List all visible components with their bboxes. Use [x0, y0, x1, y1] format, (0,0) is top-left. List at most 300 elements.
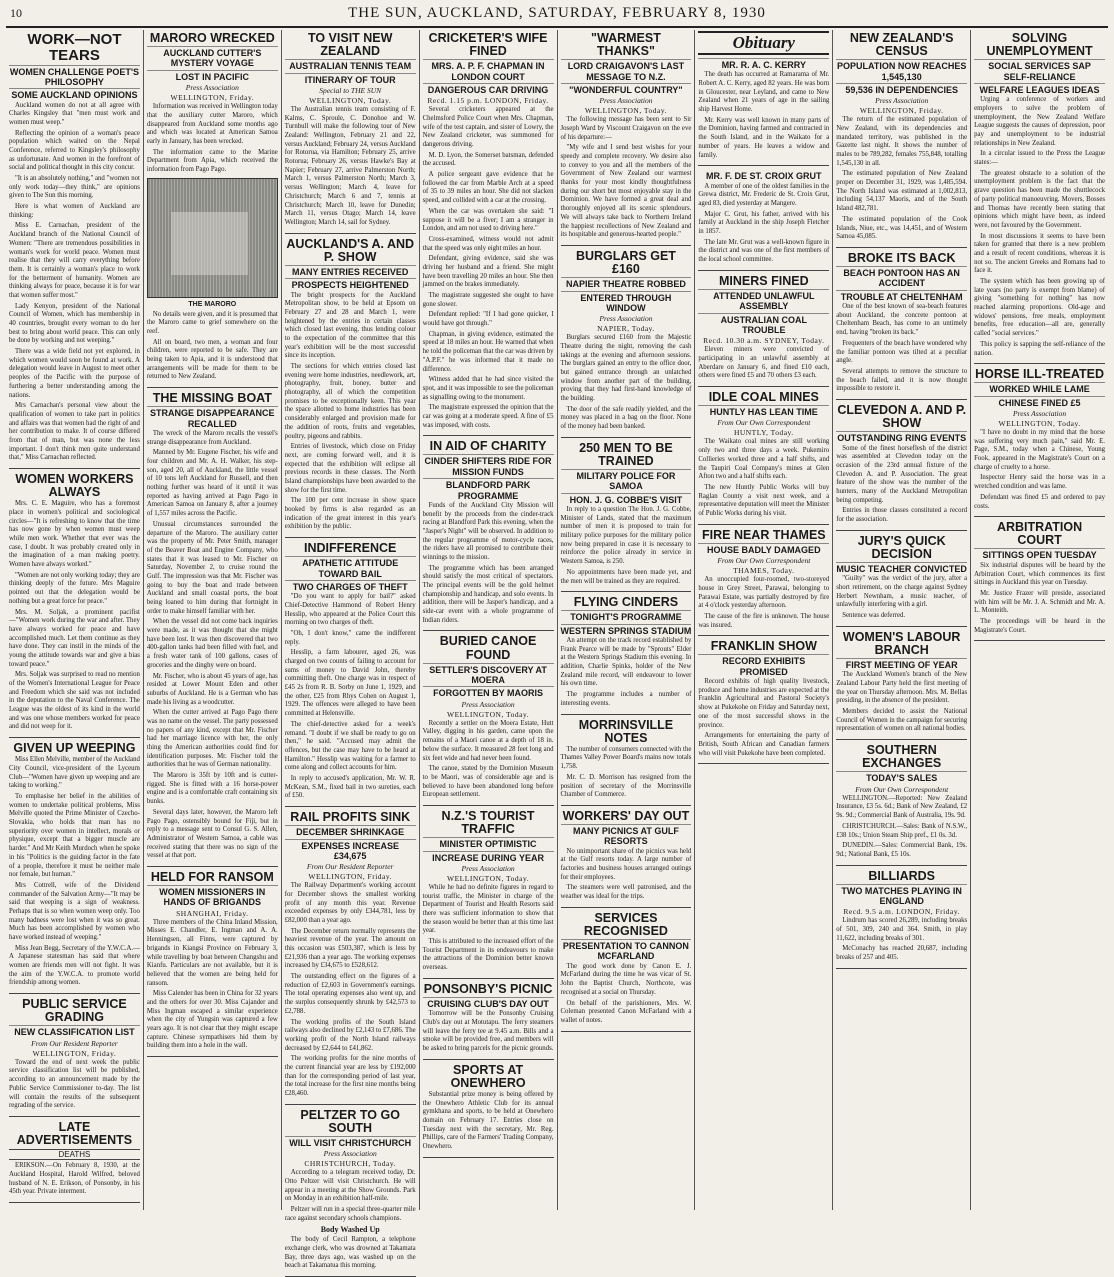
subheadline: WOMEN CHALLENGE POET'S PHILOSOPHY	[9, 66, 140, 87]
dateline: WELLINGTON, Friday.	[308, 872, 393, 882]
paragraph: Frequenters of the beach have wondered why the familiar pontoon was tilted at a peculiar angle.	[836, 339, 968, 365]
headline: BURGLARS GET £160	[575, 248, 676, 277]
headline: BILLIARDS	[868, 868, 936, 883]
paragraph: When the cutter arrived at Pago Pago there was no name on the vessel. The party possessed no papers of any kind, except that Mr. Fischer had her marriage licence with her, the only thing the American authorities could find for identification purposes. Mr. Fischer told the authorities that he was of German nationality.	[146, 709, 278, 769]
paragraph: Miss Ellen Melville, member of the Auckland City Council, vice-president of the Lyceum Club—"Women have given up weeping and are taking to working."	[9, 756, 140, 790]
paragraph: Entries in those classes constituted a record for the association.	[836, 507, 968, 524]
news-photo	[147, 178, 278, 298]
subheadline: MANY ENTRIES RECEIVED	[285, 265, 416, 277]
paragraph: McConachy has reached 20,687, including breaks of 257 and 405.	[836, 945, 968, 962]
paragraph: WELLINGTON.—Reported: New Zealand Insurance, £3 5s. 6d.; Bank of New Zealand, £2 9s. 9d.; Commercial Bank of Australia, 19s. 9d.	[836, 794, 968, 820]
headline: MINERS FINED	[719, 273, 809, 288]
paragraph: One of the best known of sea-beach features about Auckland, the concrete pontoon at Cheltenham Beach, has come to an untimely end, having "broken its back."	[836, 303, 968, 337]
article	[974, 32, 1105, 364]
paragraph: Reflecting the opinion of a woman's peace population which waited on the Nepal Conference, referred to Kingsley's philosophy as unfortunate. And women in the forefront of social and political thought in this city concur.	[9, 129, 140, 172]
subheadline: TROUBLE AT CHELTENHAM	[836, 290, 967, 302]
article	[147, 392, 278, 867]
paragraph: Witness added that he had since visited the spot, and it was impossible to see the policeman as signalling owing to the monument.	[422, 376, 554, 401]
headline: WOMEN'S LABOUR BRANCH	[842, 629, 961, 657]
paragraph: "I have no doubt in my mind that the horse was suffering very much pain," said Mr. E. Page, S.M., today when a Chinese, Young Fook, appeared in the Magistrate's Court on a charge of cruelty to a horse.	[974, 429, 1105, 471]
paragraph: Lady Kenyon, president of the National Council of Women, which has membership in 40 countries, brought every woman to do her best to bring about world peace. This can only be done by working and not weeping."	[9, 302, 140, 345]
article	[974, 521, 1105, 641]
headline: AUCKLAND'S A. AND P. SHOW	[286, 236, 415, 264]
subheadline: WORKED WHILE LAME	[974, 382, 1105, 394]
subheadline: FORGOTTEN BY MAORIS	[423, 686, 554, 698]
column-7	[833, 30, 971, 1210]
paragraph: The good work done by Canon E. J. McFarland during the time he was vicar of St. John the Baptist Church, Northcote, was recognised at a social on Thursday.	[560, 962, 692, 996]
headline: FLYING CINDERS	[573, 595, 679, 610]
paragraph: Several attempts to remove the structure to the beach failed, and it is now thought impossible to restore it.	[836, 367, 968, 393]
headline: N.Z.'S TOURIST TRAFFIC	[441, 808, 535, 837]
headline: INDIFFERENCE	[304, 541, 397, 556]
subheadline: WESTERN SPRINGS STADIUM	[560, 625, 692, 636]
paragraph: The steamers were well patronised, and the weather was ideal for the trips.	[560, 884, 692, 901]
headline: SOUTHERN EXCHANGES	[862, 743, 942, 771]
paragraph: "My wife and I send best wishes for your speedy and complete recovery. We desire also to convey to you and all the members of the Government of New Zealand our warmest thanks for your most kindly thoughtfulness during our short but most enjoyable stay in the Dominion. We have formed a great deal and thoroughly enjoyed all its scenic splendours. We will always take back to Northern Ireland the happiest recollections of New Zealand and its hospitable and generous-hearted people."	[560, 144, 692, 239]
paragraph: Funds of the Auckland City Mission will benefit by the proceeds from the cinder-track racing at Blandford Park this evening, when the "Jasper's Night" will be observed. In addition to the regular programme of motor-cycle races, the riders have all promised to contribute their winnings to the mission.	[422, 501, 554, 561]
subheadline: MANY PICNICS AT GULF RESORTS	[561, 824, 692, 847]
paragraph: Major C. Grut, his father, arrived with his family at Auckland in the ship Joseph Fletcher in 1857.	[698, 210, 830, 235]
subheadline: AUSTRALIAN TENNIS TEAM	[285, 59, 416, 71]
article	[698, 275, 829, 387]
section-label: DEATHS	[9, 1149, 140, 1160]
paragraph: An unoccupied four-roomed, two-storeyed house in Grey Street, Parawai, belonging to Parawai Estate, was partially destroyed by fire at 4 o'clock yesterday afternoon.	[698, 576, 830, 610]
paragraph: "Do you want to apply for bail?" asked Chief-Detective Hammond of Robert Henry Hesslip, who appeared at the Police Court this morning on two charges of theft.	[284, 593, 416, 627]
article	[561, 32, 692, 246]
paragraph: The estimated population of the Cook Islands, Niue, etc., was 14,451, and of Western Samoa 45,085.	[836, 215, 968, 241]
paragraph: The system which has been growing up of late years (no party is exempt from blame) of giving "something for nothing" has now reached alarming proportions. Old-age and widows' pensions, free meals, employment benefits, free education—all are, generally called "social services."	[974, 278, 1105, 338]
paragraph: The Waikato coal mines are still working only two and three days a week. Pukemiro Collieries worked three and a half shifts, and the Taupiri Coal Company's mines at Glen Afton two and a half shifts each.	[698, 438, 830, 481]
byline: Press Association	[185, 83, 239, 93]
subheadline: SOCIAL SERVICES SAP SELF-RELIANCE	[974, 59, 1105, 82]
subheadline: PROSPECTS HEIGHTENED	[285, 278, 416, 290]
subheadline: SETTLER'S DISCOVERY AT MOERA	[423, 663, 554, 686]
paragraph: ERIKSON.—On February 8, 1930, at the Auckland Hospital, Harold Wilfred, beloved husband of N. E. Erikson, of Ponsonby, in his 45th year. Private interment.	[9, 1162, 140, 1196]
paragraph: The death has occurred at Ramarama of Mr. Robert A. C. Kerry, aged 82 years. He was born in Gloucester, near Leyland, and came to New Zealand when 21 years of age in the sailing ship Harvest Home.	[698, 71, 830, 114]
headline: WOMEN WORKERS ALWAYS	[15, 472, 134, 500]
article	[698, 31, 829, 166]
subheadline: STRANGE DISAPPEARANCE RECALLED	[147, 406, 278, 429]
article	[698, 391, 829, 525]
dateline: Recd. 1.15 p.m. LONDON, Friday.	[427, 96, 549, 106]
subheadline: DECEMBER SHRINKAGE	[285, 825, 416, 837]
paragraph: No appointments have been made yet, and the men will be trained as they are required.	[560, 568, 692, 585]
paragraph: The outstanding effect on the figures of a reduction of £2,603 in Government's earnings. The total operating expenses also went up, and the surplus consequently shrunk by £42,573 to £2,788.	[284, 973, 416, 1015]
paragraph: Urging a conference of workers and employers to solve the problem of unemployment, the New Zealand Welfare League suggests the causes of depression, poor pay and unemployment to be industrial relationships in New Zealand.	[974, 96, 1105, 147]
article	[561, 719, 692, 806]
paragraph: Mrs Carnachan's personal view about the qualification of women to take part in politics and affairs was that women had the right of and her contribution to make. It of course differed from that of man, but was none the less important. I don't think men quite understand that," Miss Carnachan reflected.	[9, 402, 140, 462]
subheadline: CHINESE FINED £5	[974, 396, 1105, 408]
article	[9, 1121, 140, 1203]
article	[147, 871, 278, 1057]
paragraph: Inspector Henry said the horse was in a wretched condition and was lame.	[974, 474, 1105, 491]
sub-heading: Body Washed Up	[320, 1225, 380, 1235]
paragraph: Mrs. Soljak was surprised to read no mention of the Women's International League for Peace and Freedom which she said was not included in the deputation to the Naval Conference. The League was the oldest of its kind in the world and was one whose members worked for peace and did not weep for it.	[9, 671, 140, 731]
paragraph: The new Huntly Public Works will buy Raglan County a visit next week, and a representative deputation will meet the Minister of Public Works during his visit.	[698, 483, 830, 517]
dateline: WELLINGTON, Friday.	[170, 93, 255, 103]
paragraph: Three members of the China Inland Mission, Misses E. Chandler, E. Ingman and A. A. Henningsen, all Finns, were captured by brigands in Kiangsi Province on February 3, while travelling by boat between Changshu and Kianfu. Particulars are not available, but it is believed that the women are being held for ransom.	[146, 918, 278, 987]
paragraph: Tomorrow will be the Ponsonby Cruising Club's day out at Motutapu. The ferry steamers will leave the ferry tee at 9.45 a.m. Bills and a smoke will be provided free, and members will be asked to bring parcels for the picnic grounds.	[422, 1010, 554, 1052]
subheadline: BLANDFORD PARK PROGRAMME	[423, 478, 554, 501]
dateline: WELLINGTON, Today.	[447, 709, 530, 719]
headline: JURY'S QUICK DECISION	[857, 533, 946, 561]
subheadline: POPULATION NOW REACHES 1,545,130	[837, 61, 967, 82]
paragraph: Mr. Kerry was well known in many parts of the Dominion, having farmed and contracted in the South Island, and in the Waikato for a number of years. He leaves a widow and family.	[698, 116, 830, 159]
paragraph: Unusual circumstances surrounded the departure of the Maroro. The auxiliary cutter was the property of Mr. Peter Smith, manager of the Beaver Boat and Engine Company, who states that it was leased to Mr. Fischer on Saturday, November 2, to cruise round the Gulf. The impression was that Mr. Fischer was going to buy the boat and trade between Auckland and small coastal ports, the boat being loaned to him during that fortnight in order to make himself familiar with her.	[146, 520, 278, 615]
paragraph: On behalf of the parishioners, Mrs. W. Coleman presented Canon McFarland with a wallet of notes.	[560, 999, 692, 1024]
column-6	[695, 30, 833, 1210]
paragraph: Eleven miners were convicted of participating in an unlawful assembly at Aberdare on January 6, and fined £10 each, others were fined £5 and 70 others £3 each.	[698, 346, 830, 380]
subheadline: MINISTER OPTIMISTIC	[423, 837, 554, 849]
subheadline: MRS. A. P. F. CHAPMAN IN LONDON COURT	[423, 59, 554, 82]
paragraph: Several cricketers appeared at the Chelmsford Police Court when Mrs. Chapman, wife of the test captain, and sister of Lowry, the New Zealand cricketer, was summoned for dangerous driving.	[422, 106, 554, 149]
paragraph: The late Mr. Grut was a well-known figure in the district and was one of the first members of the local school committee.	[698, 238, 830, 264]
paragraph: In reply to accused's application, Mr. W. R. McKean, S.M., fixed bail in two sureties, each of £50.	[284, 774, 416, 800]
article	[561, 912, 692, 1032]
paragraph: Burglars secured £160 from the Majestic Theatre during the night, removing the cash takings at the evening and afternoon sessions. The burglars gained an entry to the office door, but gained entrance through an unlatched window from another part of the building, proving that they had first-hand knowledge of the building.	[560, 334, 692, 402]
dateline: WELLINGTON, Friday.	[32, 1048, 117, 1058]
headline: IDLE COAL MINES	[708, 390, 819, 404]
obituary-heading: Obituary	[698, 31, 829, 55]
headline: PUBLIC SERVICE GRADING	[22, 997, 127, 1025]
paragraph: Mrs. M. Soljak, a prominent pacifist—"Women work during the war and after. They have always worked for peace and have accomplished much. Let them continue as they have done. They can instil in the minds of the young the attitude towards war and give a bias toward peace."	[9, 608, 140, 668]
article	[836, 631, 967, 740]
paragraph: The Australian tennis team consisting of F. Kalms, C. Sproule, C. Donohoe and W. Turnbull will make the following tour of New Zealand: Wellington, February 21 and 22, versus Auckland; February 24, versus Auckland for Rotorua, via Hamilton; February 25, arrive Rotorua; February 26, versus Hawke's Bay at Napier; February 27, arrive Palmerston North; March 1, versus Palmerston North; March 3, versus Wellington; March 4, leave for Christchurch; March 6 and 7, tennis at Christchurch; March 10, leave for Dunedin; March 11, versus Otago; March 14, leave Wellington; March 14, sail for Sydney.	[284, 105, 416, 226]
headline: ARBITRATION COURT	[996, 520, 1083, 548]
photo-caption: THE MARORO	[188, 300, 237, 308]
subheadline: PRESENTATION TO CANNON MCFARLAND	[561, 939, 692, 962]
headline: FRANKLIN SHOW	[710, 639, 817, 654]
subheadline: OUTSTANDING RING EVENTS	[837, 433, 967, 444]
paragraph: Record exhibits of high quality livestock, produce and home industries are expected at the Franklin Agricultural and Pastoral Society's show at Pukekohe on Friday and Saturday next, one of the most successful shows in the province.	[698, 678, 830, 729]
subheadline: WELFARE LEAGUES IDEAS	[974, 83, 1105, 95]
paragraph: The proceedings will be heard in the Magistrate's Court.	[974, 617, 1105, 634]
columns-container	[6, 30, 1108, 1270]
dateline: CHRISTCHURCH, Today.	[304, 1159, 396, 1169]
paragraph: Mrs. C. E. Maguire, who has a foremost place in women's political and sociological circles—"It is refreshing to know that the time has now gone by when women must weep while men work. Whether that ever was the case, I doubt. It was probably created only in the imagination of a man making poetry. Women have always worked."	[9, 500, 140, 569]
headline: SOLVING UNEMPLOYMENT	[986, 31, 1093, 59]
article	[285, 811, 416, 1105]
subheadline: NAPIER THEATRE ROBBED	[561, 277, 692, 289]
subheadline: HON. J. G. COBBE'S VISIT	[561, 493, 692, 505]
paragraph: While he had no definite figures in regard to tourist traffic, the Minister in charge of the Department of Tourist and Health Resorts said there was sufficient information to show that the season would be better than at this time last year.	[422, 883, 554, 935]
byline: Press Association	[461, 699, 515, 709]
headline: WORKERS' DAY OUT	[562, 808, 690, 823]
headline: HORSE ILL-TREATED	[975, 367, 1105, 382]
subheadline: SITTINGS OPEN TUESDAY	[974, 548, 1105, 560]
article	[836, 744, 967, 865]
paragraph: The programme which has been arranged should satisfy the most critical of spectators. The principal events will be the gold helmet championship and handicap, and solo events. In addition, there will be Jasper's handicap, and a side-car event with a whole programme of Indian riders.	[422, 564, 554, 624]
article	[285, 1109, 416, 1277]
byline: Press Association	[323, 1149, 377, 1159]
subheadline: DANGEROUS CAR DRIVING	[423, 83, 554, 95]
byline: From Our Resident Reporter	[306, 862, 394, 872]
paragraph: Mr. Justice Frazer will preside, associated with him will be Mr. J. A. Schmidt and Mr. A. L. Monteith.	[974, 589, 1105, 615]
headline: 250 MEN TO BE TRAINED	[579, 440, 673, 468]
paragraph: The magistrate expressed the opinion that the car was going at a moderate speed. A fine of £5 was imposed, with costs.	[422, 404, 554, 429]
column-5	[558, 30, 696, 1210]
article	[836, 252, 967, 400]
dateline: WELLINGTON, Today.	[447, 873, 530, 883]
article	[423, 1064, 554, 1158]
paragraph: Lindrum has scored 26,289, including breaks of 501, 309, 240 and 364. Smith, in play 11,622, including breaks of 301.	[836, 917, 968, 942]
paragraph: Substantial prize money is being offered by the Onewhero Athletic Club for its annual gymkhana and sports, to be held at Onewhero domain on February 17. Entries close on Tuesday next with the secretary, Mr. Reg. Phillips, care of the Farmers' Trading Company, Onewhero.	[422, 1090, 554, 1151]
subheadline: SOME AUCKLAND OPINIONS	[9, 88, 140, 100]
paragraph: Arrangements for entertaining the party of British, South African and Canadian farmers who will visit Pukekohe have been completed.	[698, 732, 830, 757]
subheadline: ATTENDED UNLAWFUL ASSEMBLY	[698, 289, 829, 312]
paragraph: Defendant, giving evidence, said she was driving her husband and a friend. She might have been travelling 20 miles an hour. She then jammed on the brakes immediately.	[422, 255, 554, 289]
subheadline: HOUSE BADLY DAMAGED	[698, 543, 829, 555]
headline: SPORTS AT ONEWHERO	[450, 1062, 526, 1090]
subheadline: 59,536 IN DEPENDENCIES	[836, 83, 967, 95]
article	[9, 473, 140, 738]
dateline: WELLINGTON, Today.	[309, 95, 392, 105]
paragraph: Hesslip, a farm labourer, aged 26, was charged on two counts of failing to account for sums of money to David John, thereby committing theft. One charge was in respect of £45 2s from R. B. Sorby on June 1, 1929, and the other, £25 from Rhys Cohen on August 1, 1929. The offences were alleged to have been committed at Helensville.	[284, 649, 416, 718]
paragraph: Miss E. Carnachan, president of the Auckland branch of the National Council of Women: "There are tremendous possibilities in woman's work for world peace. Women must realise that they will carry everything before them. It is certainly a woman's place to work for the betterment of humanity. Women are thinking always for peace, because it is for war that women suffer most."	[9, 222, 140, 299]
paragraph: "Women are not only working today; they are thinking deeply of the future. Mrs Maguire pointed out that the delegation would be nothing but a great force for peace."	[9, 571, 140, 605]
article	[561, 596, 692, 714]
paragraph: Some of the finest horseflesh of the district was assembled at Clevedon today on the occasion of the 23rd annual fixture of the Clevedon A. and P. Association. The great feature of the show was the number of the hunters, many of the Auckland Metropolitan being competing.	[836, 444, 968, 504]
headline: THE MISSING BOAT	[152, 391, 272, 406]
article	[836, 870, 967, 969]
headline: MORRINSVILLE NOTES	[578, 717, 674, 745]
subheadline: CINDER SHIFTERS RIDE FOR MISSION FUNDS	[424, 456, 552, 477]
subheadline: TWO CHARGES OF THEFT	[285, 580, 416, 592]
paragraph: Several days later, however, the Maroro left Pago Pago, ostensibly bound for Fiji, but in reply to a message sent to Consul G. S. Allen, Administrator of Western Samoa, a cable was received stating that there was no sign of the vessel at that port.	[146, 808, 278, 860]
subheadline: MR. R. A. C. KERRY	[698, 58, 829, 70]
dateline: Recd. 9.5 a.m. LONDON, Friday.	[843, 907, 960, 917]
paragraph: The chief-detective asked for a week's remand. "I doubt if we shall be ready to go on then," he said. "Accused may admit the offences, but the case may have to be heard at Hamilton." Hesslip was waiting for a farmer to come along and collect accounts for him.	[284, 720, 416, 772]
headline: PELTZER TO GO SOUTH	[300, 1107, 400, 1135]
headline: MARORO WRECKED	[149, 31, 275, 45]
subheadline: MR. F. DE ST. CROIX GRUT	[706, 171, 822, 182]
subheadline: BEACH PONTOON HAS AN ACCIDENT	[836, 266, 967, 289]
paragraph: The number of consumers connected with the Thames Valley Power Board's mains now totals 1,758.	[560, 745, 692, 771]
masthead-title: THE SUN, AUCKLAND, SATURDAY, FEBRUARY 8, 1930	[348, 5, 766, 21]
paragraph: There was a wide field not yet explored, in which women would soon be found at work. A delegation would leave in August to meet other peoples of the Pacific with the purpose of furthering a better understanding among the nations.	[9, 348, 140, 399]
article	[836, 404, 967, 531]
column-3	[282, 30, 420, 1270]
paragraph: Cross-examined, witness would not admit that the speed was only eight miles an hour.	[422, 235, 554, 252]
subheadline: MILITARY POLICE FOR SAMOA	[561, 469, 692, 492]
subheadline: RECORD EXHIBITS PROMISED	[698, 654, 829, 677]
headline: PONSONBY'S PICNIC	[423, 981, 553, 996]
dateline: Recd. 10.30 a.m. SYDNEY, Today.	[703, 336, 825, 346]
paragraph: Mrs Cottrell, wife of the Dividend commander of the Salvation Army—"It may be said that weeping is a sign of weakness. Perhaps that is so when women weep only. Too many badness were lost when it was so great. Much has been accomplished by women who have worked instead of weeping."	[9, 881, 140, 942]
paragraph: The December return normally represents the heaviest revenue of the year. The amount on this occasion was £503,387, which is less by £21,936 than a year ago. The working expenses increased by £34,675 to £528,612.	[284, 927, 416, 970]
subheadline: TODAY'S SALES	[836, 771, 967, 783]
paragraph: All on board, two men, a woman and four children, were reported to be safe. They are being taken to Apia, and it is understood that arrangements will be made for them to be returned to New Zealand.	[146, 338, 278, 381]
headline: SERVICES RECOGNISED	[583, 910, 668, 938]
paragraph: Toward the end of next week the public service classification list will be published, according to an announcement made by the Public Service Commissioner to-day. The list will contain the results of the subsequent regrading of the service.	[9, 1058, 140, 1110]
subheadline: FIRST MEETING OF YEAR	[836, 658, 967, 670]
headline: FIRE NEAR THAMES	[702, 527, 826, 542]
byline: From Our Own Correspondent	[855, 784, 949, 794]
newspaper-page	[6, 4, 1108, 1270]
paragraph: "It is an absolutely nothing," and "women not only work today—they think," are opinions given to The Sun this morning.	[9, 175, 140, 200]
article	[423, 983, 554, 1060]
paragraph: The greatest obstacle to a solution of the unemployment problem is the fact that the grave question has been made the shuttlecock of party political manoeuvring. Movers, Bosses and Thomas have recently been stating that opinions which might have been, as indeed were, not favoured by the Government.	[974, 169, 1105, 229]
article	[561, 250, 692, 438]
dateline: NAPIER, Today.	[597, 324, 655, 334]
paragraph: The cause of the fire is unknown. The house was insured.	[698, 612, 830, 629]
paragraph: Here is what women of Auckland are thinking:	[9, 203, 140, 219]
paragraph: "Oh, I don't know," came the indifferent reply.	[284, 629, 416, 646]
paragraph: CHRISTCHURCH.—Sales: Bank of N.S.W., £38 10s.; Union Steam Ship pref., £1 0s. 3d.	[836, 822, 968, 839]
article	[974, 368, 1105, 517]
paragraph: Information was received in Wellington today that the auxiliary cutter Maroro, which disappeared from Auckland some months ago and which was located at American Samoa early in January, has been wrecked.	[146, 103, 278, 145]
paragraph: The wreck of the Maroro recalls the vessel's strange disappearance from Auckland.	[146, 429, 278, 446]
paragraph: Peltzer will run in a special three-quarter mile race against secondary schools champions.	[284, 1206, 416, 1222]
page-number: 10	[10, 6, 22, 20]
subheadline: HUNTLY HAS LEAN TIME	[698, 405, 829, 417]
article	[9, 32, 140, 469]
article	[836, 535, 967, 627]
column-4	[420, 30, 558, 1210]
subheadline: TONIGHT'S PROGRAMME	[561, 610, 692, 622]
masthead	[6, 4, 1108, 28]
paragraph: The magistrate suggested she ought to have gone slower.	[422, 292, 554, 308]
paragraph: A police sergeant gave evidence that he followed the car from Marble Arch at a speed of 35 to 39 miles an hour. She did not slacken speed, and collided with a car at the crossing.	[422, 171, 554, 205]
byline: Press Association	[599, 314, 653, 324]
subheadline: "WONDERFUL COUNTRY"	[561, 83, 692, 95]
paragraph: Mr. Fischer, who is about 45 years of age, has resided at Lower Mount Eden and other suburbs of Auckland. He is a German who has made his living as a woodcutter.	[146, 672, 278, 706]
paragraph: Chapman, in giving evidence, estimated the speed at 18 miles an hour. He warned that when he told the policeman that the car was driven by "A.P.F." he was informed that it made no difference.	[422, 330, 554, 373]
paragraph: The information came to the Marine Department from Apia, which received the information from Pago Pago.	[146, 148, 278, 173]
article	[423, 635, 554, 805]
headline: CLEVEDON A. AND P. SHOW	[837, 402, 967, 431]
paragraph: No details were given, and it is presumed that the Maroro came to grief somewhere on the reef.	[146, 310, 278, 336]
dateline: WELLINGTON, Today.	[998, 419, 1081, 429]
dateline: WELLINGTON, Today.	[584, 106, 667, 116]
headline: RAIL PROFITS SINK	[290, 810, 411, 825]
article	[285, 542, 416, 807]
headline: GIVEN UP WEEPING	[13, 741, 136, 756]
subheadline: MUSIC TEACHER CONVICTED	[836, 563, 967, 574]
byline: Special to THE SUN	[319, 85, 382, 95]
paragraph: The sections for which entries closed last evening were home industries, needlework, art, photography, fruit, honey, butter and photography, all of which the competition promises to be exceptionally keen. This year the space allotted to home industries has been considerably enlarged and provision made for the addition of roots, fruits and vegetables, poultry, pigeons and rabbits.	[284, 363, 416, 440]
paragraph: When the vessel did not come back inquiries were made, as it was thought that she might have been lost. It was then discovered that two 400-gallon tanks had been filled with fuel, and a fresh water tank of 100 gallons, cases of groceries and the dinghy were on board.	[146, 618, 278, 669]
headline: BROKE ITS BACK	[847, 250, 956, 265]
paragraph: Members decided to assist the National Council of Women in the campaign for securing representation of women on all national bodies.	[836, 708, 968, 733]
paragraph: This is attributed to the increased effort of the Tourist Department in its endeavours to make the attractions of the Dominion better known overseas.	[422, 938, 554, 972]
dateline: THAMES, Today.	[733, 566, 795, 576]
headline: TO VISIT NEW ZEALAND	[307, 31, 393, 59]
paragraph: Miss Jean Begg, Secretary of the Y.W.C.A.—A Japanese statesman has said that where women are friends men will not fight. It was the aim of the Y.W.C.A. to promote world friendship among women.	[9, 944, 140, 987]
paragraph: The estimated population of New Zealand proper on December 31, 1929, was 1,485,594. The North Island was estimated at 1,002,813, including 54,137 Maoris, and of the South Island 482,781.	[836, 170, 968, 213]
paragraph: The canoe, stated by the Dominion Museum to be Maori, was of considerable age and is believed to have been abandoned long before European settlement.	[422, 765, 554, 799]
paragraph: In most discussions it seems to have been taken for granted that there is a new problem and a result of recent conditions, whereas it is not so. The ancient Greeks and Romans had to face it.	[974, 232, 1105, 275]
subheadline: LORD CRAIGAVON'S LAST MESSAGE TO N.Z.	[561, 59, 692, 82]
article	[9, 998, 140, 1117]
subheadline: APATHETIC ATTITUDE TOWARD BAIL	[285, 556, 416, 579]
byline: Press Association	[875, 96, 929, 106]
byline: From Our Own Correspondent	[717, 556, 811, 566]
byline: Press Association	[1012, 409, 1067, 419]
article	[9, 742, 140, 994]
subheadline: TWO MATCHES PLAYING IN ENGLAND	[836, 884, 967, 907]
subheadline: INCREASE DURING YEAR	[423, 851, 554, 863]
article	[147, 32, 278, 388]
byline: Press Association	[599, 96, 653, 106]
subheadline: ENTERED THROUGH WINDOW	[561, 291, 692, 314]
paragraph: The 100 per cent increase in show space booked by firms is also regarded as an indication of the great interest in this year's exhibition by the public.	[284, 497, 416, 531]
paragraph: Auckland women do not at all agree with Charles Kingsley that "men must work and women must weep."	[9, 101, 140, 126]
paragraph: To emphasise her belief in the abilities of women to undertake political problems, Miss Melville quoted the Prime Minister of Czecho-Slovakia, who holds that man has no superiority over women in intellect, morals or physique, except that a bigger muscle are harder." And Mr Keith Murdoch when he spoke in his "Politics is the guiding factor in the fate of a people, therefore it must be neither male nor female, but human."	[9, 793, 140, 879]
paragraph: The following message has been sent to Sir Joseph Ward by Viscount Craigavon on the eve of his departure:—	[560, 116, 692, 141]
subheadline: LOST IN PACIFIC	[147, 70, 278, 82]
paragraph: A member of one of the oldest families in the Grewa district, Mr. Frederic de St. Croix Grut, aged 83, died yesterday at Mangere.	[698, 182, 830, 207]
paragraph: Recently a settler on the Moera Estate, Hutt Valley, digging in his garden, came upon the remains of a Maori canoe at a depth of 18 in. below the surface. It measured 28 feet long and six feet wide and had never been found.	[422, 719, 554, 762]
paragraph: Manned by Mr. Eugene Fischer, his wife and four children and Mr. A. H. Walker, his step-son, aged 20, all of Auckland, the little vessel of 10 tons left Auckland for Russell, and then nothing further was heard of it until it was reported as having arrived at Pago Pago in American Samoa on January 8, after a journey of 1,557 miles across the Pacific.	[146, 449, 278, 518]
byline: Press Association	[461, 863, 515, 873]
subheadline: ITINERARY OF TOUR	[285, 73, 416, 85]
paragraph: The Maroro is 35ft by 10ft and is cutter-rigged. She is fitted with a 16 horse-power engine and is a comfortable craft containing six bunks.	[146, 772, 278, 806]
article	[561, 442, 692, 592]
article	[698, 640, 829, 764]
paragraph: No unimportant share of the picnics was held at the Gulf resorts today. A large number of factories and business houses arranged outings for their employees.	[560, 847, 692, 881]
paragraph: DUNEDIN.—Sales: Commercial Bank, 19s. 9d.; National Bank, £5 10s.	[836, 842, 968, 858]
subheadline: AUSTRALIAN COAL TROUBLE	[698, 313, 829, 336]
article	[285, 32, 416, 234]
paragraph: The Auckland Women's branch of the New Zealand Labour Party held the first meeting of the year on Thursday afternoon. Mrs. M. Bellas presiding, in the absence of the president.	[836, 671, 968, 705]
paragraph: M. D. Lyon, the Somerset batsman, defended the accused.	[422, 151, 554, 168]
paragraph: The bright prospects for the Auckland Metropolitan show, to be held at Epsom on February 27 and 28 and March 1, were heightened by the entries in certain classes which closed last evening, thus lending colour to the expectation of the committee that this year's exhibition will be the most successful since its inception.	[284, 291, 416, 360]
headline: NEW ZEALAND'S CENSUS	[849, 31, 954, 59]
paragraph: The body of Cecil Rampton, a telephone exchange clerk, who was drowned at Takamata Bay, three days ago, was washed up on the beach at Takamatua this morning.	[284, 1236, 416, 1270]
paragraph: Defendant replied: "If I had gone quicker, I would have got through."	[422, 311, 554, 328]
byline: From Our Resident Reporter	[31, 1038, 118, 1048]
subheadline: WOMEN MISSIONERS IN HANDS OF BRIGANDS	[147, 885, 278, 908]
headline: CRICKETER'S WIFE FINED	[428, 31, 548, 59]
article	[285, 238, 416, 539]
article	[836, 32, 967, 248]
paragraph: This policy is sapping the self-reliance of the nation.	[974, 340, 1105, 357]
article	[423, 440, 554, 631]
article	[423, 32, 554, 436]
column-8	[971, 30, 1108, 1210]
byline: From Our Own Correspondent	[717, 418, 811, 428]
paragraph: An attempt on the track record established by Frank Pearce will be made by "Sprouts" Elder at the Western Springs Stadium this evening. In addition, Charlie Spinks, holder of the New Zealand mile record, will endeavour to lower his own time.	[560, 637, 692, 688]
article	[561, 810, 692, 908]
paragraph: Six industrial disputes will be heard by the Arbitration Court, which commences its first sittings in Auckland this year on Tuesday.	[974, 561, 1105, 587]
paragraph: The door of the safe readily yielded, and the money was placed in a bag on the floor. None of the money had been banked.	[560, 405, 692, 431]
paragraph: In a circular issued to the Press the League states:—	[974, 150, 1105, 167]
subheadline: AUCKLAND CUTTER'S MYSTERY VOYAGE	[147, 46, 278, 69]
headline: BURIED CANOE FOUND	[439, 634, 537, 662]
article	[423, 810, 554, 979]
subheadline: CRUISING CLUB'S DAY OUT	[423, 997, 554, 1009]
paragraph: The working profits for the nine months of the current financial year are less by £192,000 than for the corresponding period of last year, the total increase for the first nine months being £28,460.	[284, 1055, 416, 1097]
column-1	[6, 30, 144, 1210]
paragraph: Defendant was fined £5 and ordered to pay costs.	[974, 493, 1105, 510]
paragraph: According to a telegram received today, Dr. Otto Peltzer will visit Christchurch. He will appear in a meeting at the Show Grounds. Park on Monday in an exhibition half-mile.	[284, 1169, 416, 1203]
article	[698, 529, 829, 637]
paragraph: When the car was overtaken she said: "I suppose it will be a fiver; I am a stranger in London, and am not used to driving here."	[422, 207, 554, 233]
headline: IN AID OF CHARITY	[429, 439, 547, 454]
paragraph: In reply to a question The Hon. J. G. Cobbe, Minister of Lands, stated that the maximum number of men it is proposed to train for military police purposes for the military police now being prepared in case it is necessary to reinforce the police already in service in Western Samoa, is 250.	[560, 506, 692, 566]
article	[698, 170, 829, 271]
paragraph: Sentence was deferred.	[842, 612, 906, 620]
dateline: SHANGHAI, Friday.	[176, 908, 249, 918]
column-2	[144, 30, 282, 1210]
paragraph: The Railway Department's working account for December shows the smallest working profit of any month this year. Revenue exceeded expenses by only £344,781, less by £82,000 than a year ago.	[284, 882, 416, 924]
paragraph: "Guilty" was the verdict of the jury, after a short retirement, on the charge against Sydney Herbert Newnham, a music teacher, of unlawfully interfering with a girl.	[836, 575, 968, 609]
paragraph: The programme includes a number of interesting events.	[560, 691, 692, 707]
paragraph: Mr. C. D. Morrison has resigned from the position of secretary of the Morrinsville Chamber of Commerce.	[560, 773, 692, 799]
headline: LATE ADVERTISEMENTS	[16, 1119, 133, 1147]
paragraph: The working profits of the South Island railways also declined by £2,143 to £7,686. The working profit of the North Island railways decreased by £2,644 to £41,862.	[284, 1018, 416, 1052]
